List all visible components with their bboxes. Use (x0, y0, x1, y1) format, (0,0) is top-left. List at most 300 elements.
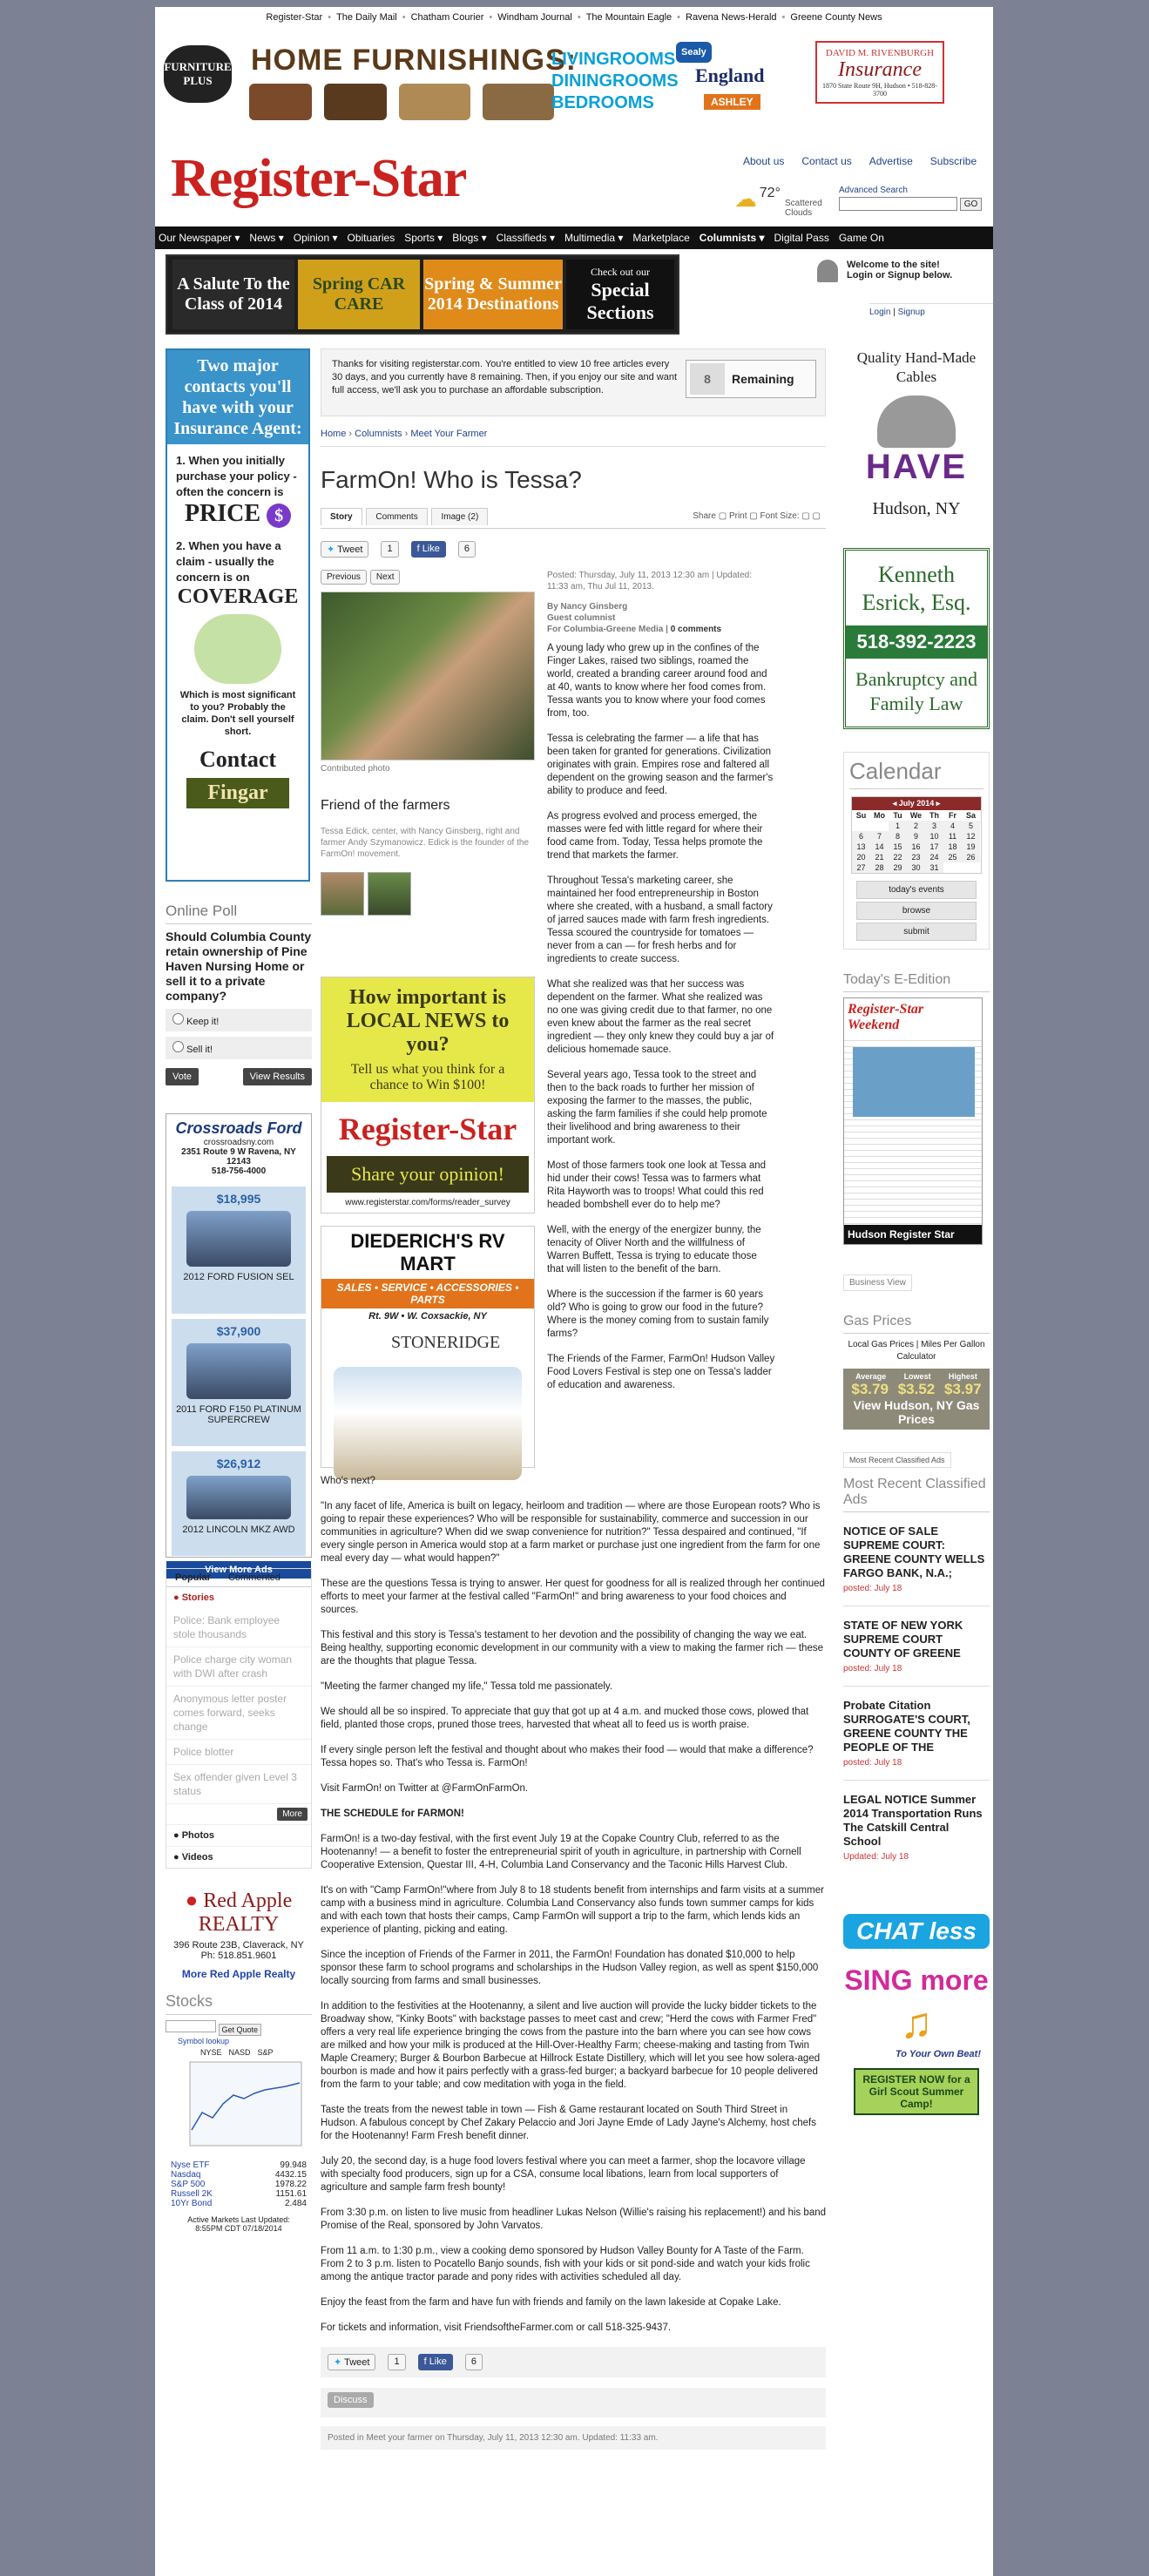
realty-name: Red Apple REALTY (198, 1890, 293, 1936)
camp-register-button: REGISTER NOW for a Girl Scout Summer Camp! (854, 2068, 979, 2115)
rv-mart-ad[interactable] (321, 1226, 535, 1468)
calendar-day[interactable]: 24 (925, 852, 943, 862)
like-button[interactable] (411, 541, 446, 558)
sealy-logo: Sealy (676, 42, 712, 63)
calendar-day[interactable]: 18 (943, 842, 962, 852)
weather-widget (734, 186, 828, 218)
main-nav-item[interactable]: Sports ▾ (404, 232, 443, 244)
article-paragraph: It's on with "Camp FarmOn!"where from July 8 to 18 students benefit from internships and farm visits at a summer camp with a business mind in agriculture. Columbia Land Conservancy also funds town summer camps for kids and with each town that hosts their camps, Camp FarmOn will support a trip to the farm, which lends kids an experience of planting, picking and eating. (321, 1885, 824, 1935)
main-nav-item[interactable]: News ▾ (249, 232, 284, 244)
stories-label: Stories (181, 1592, 214, 1603)
insurance-point-2: 2. When you have a claim - usually the concern is on (176, 539, 281, 584)
article-paragraph: Since the inception of Friends of the Farmer in 2011, the FarmOn! Foundation has donated $10,000 to help sponsor these farm to school programs and scholarships in the Hudson Valley region, as well as spent $150,000 locally sourcing from farms and small businesses. (321, 1950, 819, 1986)
photo-credit: Contributed photo (321, 764, 390, 774)
promo-destinations[interactable]: Spring & Summer 2014 Destinations (423, 260, 563, 329)
chair-image (324, 84, 387, 120)
calendar-day[interactable]: 29 (889, 862, 907, 873)
calendar-day[interactable]: 13 (852, 842, 870, 852)
england-logo: England (695, 64, 765, 86)
reader-survey-ad[interactable] (321, 977, 535, 1214)
calendar-day[interactable]: 15 (889, 842, 907, 852)
poll-option-sell[interactable] (166, 1037, 312, 1059)
article-paragraph: Enjoy the feast from the farm and have fun with friends and family on the lawn lakeside at Copake Lake. (321, 2297, 781, 2308)
login-link[interactable]: Login (869, 308, 891, 317)
browse-button[interactable]: browse (856, 902, 977, 920)
calendar-weekday: Fr (949, 811, 956, 820)
share-print-font-tools[interactable]: Share ▢ Print ▢ Font Size: ▢ ▢ (693, 511, 821, 521)
e-edition (843, 972, 990, 1245)
car-image (186, 1343, 291, 1399)
classifieds (843, 1452, 990, 1862)
classifieds-tab[interactable]: Most Recent Classified Ads (843, 1452, 951, 1468)
article-paragraph: FarmOn! is a two-day festival, with the first event July 19 at the Copake Country Club, referred to as the Hootenanny! — a benefit to foster the entrepreneurial spirit of youth in agriculture, in partnership with Cornell Cooperative Extension, Questar III, 4-H, Columbia Land Conservancy and the Taconic Hills Harvest Club. (321, 1834, 801, 1870)
calendar-day[interactable]: 21 (870, 852, 889, 862)
survey-ad-headline: How important is LOCAL NEWS to you? (346, 986, 510, 1056)
site-logo[interactable]: Register-Star (171, 149, 467, 208)
calendar-day[interactable]: 19 (962, 842, 980, 852)
price-label: PRICE (184, 500, 261, 527)
calendar-weekdays (852, 810, 981, 821)
tweet-button[interactable] (328, 2354, 375, 2370)
dealer-phone: 518-756-4000 (211, 1166, 267, 1176)
top-nav-link[interactable]: Greene County News (790, 12, 882, 23)
main-nav-item[interactable]: Marketplace (632, 232, 690, 244)
calendar-day[interactable]: 20 (852, 852, 870, 862)
insurance-sidebar-ad[interactable] (166, 348, 310, 882)
banner-ad[interactable] (155, 38, 993, 125)
calendar-day[interactable]: 16 (907, 842, 925, 852)
classified-title: Probate Citation SURROGATE'S COURT, GREENE COUNTY THE PEOPLE OF THE (843, 1699, 970, 1754)
survey-ad-subline: Tell us what you think for a chance to Win $100! (350, 1062, 505, 1092)
contact-word: Contact (199, 747, 277, 772)
calendar-day[interactable]: 11 (943, 831, 962, 842)
stock-value: 99.948 (280, 2160, 307, 2170)
stock-row[interactable] (166, 2189, 312, 2199)
stock-tab-sp[interactable]: S&P (257, 2048, 274, 2057)
stock-tab-nasd[interactable]: NASD (228, 2048, 251, 2057)
classified-item[interactable] (843, 1793, 990, 1862)
videos-link[interactable]: ● Videos (166, 1846, 311, 1868)
survey-ad-cta: Share your opinion! (327, 1156, 529, 1193)
classified-item[interactable] (843, 1699, 990, 1781)
todays-events-button[interactable]: today's events (856, 881, 977, 899)
breadcrumb-columnists[interactable]: Columnists (355, 429, 402, 439)
calendar-weekday: Sa (965, 811, 976, 820)
dealer-address: 2351 Route 9 W Ravena, NY 12143 (181, 1147, 296, 1166)
like-count: 6 (458, 541, 476, 558)
article-paragraph: Visit FarmOn! on Twitter at @FarmOnFarmOn. (321, 1783, 529, 1794)
e-edition-photo (853, 1047, 975, 1117)
like-label: Like (429, 2356, 447, 2367)
stock-row[interactable] (166, 2199, 312, 2208)
survey-ad-top (321, 977, 534, 1102)
realty-address: 396 Route 23B, Claverack, NY (173, 1940, 304, 1951)
calendar-day[interactable]: 14 (870, 842, 889, 852)
tweet-count: 1 (388, 2354, 405, 2370)
top-nav-link[interactable]: The Daily Mail (336, 12, 397, 23)
calendar-day[interactable]: 17 (925, 842, 943, 852)
calendar-day[interactable]: 1 (889, 821, 907, 831)
insurance-name: DAVID M. RIVENBURGH (825, 48, 935, 58)
calendar-weekday: Tu (893, 811, 902, 820)
chat-less-graphic: CHAT less (843, 1914, 990, 1949)
article-paragraph: What she realized was that her success was dependent on the farmer. What she realized was no one was giving credit due to that farmer, no one even knew about the farmer as the real secret ingredient — they only knew they could buy a jar of delicious homemade sauce. (547, 979, 774, 1055)
stories-heading[interactable]: ● Stories (173, 1592, 214, 1603)
remaining-count: 8 (690, 363, 725, 395)
previous-button[interactable]: Previous (321, 570, 367, 585)
article-paragraph: A young lady who grew up in the confines of the Finger Lakes, raised two siblings, roamed the world, created a branding career around food and at 40, wants to know where her food comes from. Tessa wants you to know where your food comes from, too. (547, 643, 767, 719)
gas-city-link: View Hudson, NY Gas Prices (853, 1398, 980, 1426)
dollar-icon: $ (267, 504, 291, 528)
rv-ad-address: Rt. 9W • W. Coxsackie, NY (368, 1311, 487, 1322)
tab-popular[interactable]: Popular (175, 1572, 211, 1583)
byline-role: Guest columnist (547, 613, 616, 623)
main-nav-item[interactable]: Classifieds ▾ (496, 232, 556, 244)
article-paragraph: From 11 a.m. to 1:30 p.m., view a cooking demo sponsored by Hudson Valley Bounty for A Taste of the Farm. From 2 to 3 p.m. listen to Pocatello Banjo sounds, fish with your kids or sit pond-side and watch your kids frolic among the antique tractor parade and pony rides with activities scheduled all day. (321, 2246, 810, 2282)
breadcrumb: Home › Columnists › Meet Your Farmer (321, 429, 826, 447)
promo-special-label: Special Sections (586, 278, 654, 323)
car-name: 2012 LINCOLN MKZ AWD (182, 1525, 295, 1535)
main-nav-item[interactable]: Opinion ▾ (293, 232, 338, 244)
calendar-day[interactable]: 8 (889, 831, 907, 842)
stock-name: 10Yr Bond (171, 2199, 213, 2208)
e-edition-paper-title: Register-Star Weekend (844, 998, 982, 1037)
stocks-widget (166, 1992, 312, 2233)
calendar-day[interactable]: 10 (925, 831, 943, 842)
calendar-day[interactable] (870, 821, 889, 831)
story-link[interactable]: Police charge city woman with DWI after crash (166, 1647, 311, 1687)
classified-title: LEGAL NOTICE Summer 2014 Transportation Runs The Catskill Central School (843, 1793, 983, 1848)
main-nav (155, 226, 993, 249)
tweet-button[interactable] (321, 541, 368, 558)
contact-link[interactable]: Contact us (801, 155, 852, 167)
thumbnail[interactable] (368, 872, 411, 916)
stock-value: 1978.22 (274, 2180, 307, 2189)
business-view-link[interactable]: Business View (843, 1274, 912, 1291)
article-paragraph: Most of those farmers took one look at Tessa and hid under their cows! Tessa was to farmers what Rita Hayworth was to troops! What could this red headed bombshell ever do to help me? (547, 1160, 767, 1210)
calendar-week (852, 862, 981, 873)
banner-headline: HOME FURNISHINGS: (251, 44, 577, 77)
thumbnail[interactable] (321, 872, 364, 916)
subscribe-link[interactable]: Subscribe (929, 155, 977, 167)
rv-ad-title: DIEDERICH'S RV MART (321, 1227, 534, 1279)
calendar-week (852, 831, 981, 842)
masthead (155, 138, 993, 225)
user-icon (817, 260, 838, 282)
calendar-day[interactable]: 3 (925, 821, 943, 831)
top-sites-nav (155, 7, 993, 28)
twitter-icon: ✦ (334, 2357, 342, 2368)
article-paragraph: July 20, the second day, is a huge food lovers festival where you can meet a farmer, shop the locavore village with specialty food producers, sign up for a CSA, consume local libations, learn from local supporters of agriculture and sample farm fresh bounty! (321, 2156, 806, 2193)
poll-radio-keep[interactable] (172, 1013, 184, 1024)
promo-class-2014[interactable]: A Salute To the Class of 2014 (172, 260, 294, 329)
calendar-day[interactable]: 7 (870, 831, 889, 842)
photos-label: Photos (181, 1830, 214, 1841)
apple-icon: ● (185, 1890, 199, 1912)
stock-symbol-input[interactable] (166, 2020, 216, 2032)
stock-name: S&P 500 (171, 2180, 206, 2189)
promo-car-care[interactable]: Spring CAR CARE (298, 260, 420, 329)
calendar-day[interactable]: 4 (943, 821, 962, 831)
lawyer-ad[interactable] (843, 548, 990, 729)
facebook-icon: f (416, 544, 420, 554)
calendar-day[interactable]: 2 (907, 821, 925, 831)
car-price: $18,995 (216, 1192, 261, 1206)
calendar-month[interactable]: ◂ July 2014 ▸ (852, 797, 981, 810)
article-side-text: Posted: Thursday, July 11, 2013 12:30 am | Updated: 11:33 am, Thu Jul 11, 2013. By Nancy Ginsberg Guest columnist For Columbia-Greene Media | 0 comments A young lady who grew up in the confines of the Finger Lakes, raised two siblings, roamed the world, created a branding career around food and at 40, wants to know where her food comes from. Tessa wants you to know where your food comes from, too. Tessa is celebrating the farmer — a life that has been taken for granted for generations. Civilization originates with grain. Empires rose and faltered all dependent on the growing season and the farmer's ability to produce and feed. As progress evolved and process emerged, the masses were fed with little regard for where their food came from. Today, Tessa helps promote the trend that markets the farmer. Throughout Tessa's marketing career, she maintained her food entrepreneurship in Boston where she created, with a husband, a small factory of jarred sauces made with farm fresh ingredients. Tessa scoured the countryside for tomatoes — never from a can — for fresh herbs and for ingredients to create success. What she realized was that her success was dependent on the farmer. What she realized was no one was giving credit due to that farmer, no one even knew about the farmer as the real secret ingredient — they only knew they could buy a jar of delicious homemade sauce. Several years ago, Tessa took to the street and then to the back roads to further her mission of exposing the farmer to the masses, the public, asking the farm families if she could help promote their livelihood and bring awareness to their important work. Most of those farmers took one look at Tessa and hid under their cows! Tessa was to farmers what Rita Hayworth was to troops! What could this red headed bombshell ever do to help me? Well, with the energy of the energizer bunny, the tenacity of Oliver North and the willfulness of Warren Buffett, Tessa is trying to educate those that will listen to the benefit of the barn. Where is the succession if the farmer is 60 years old? Who is going to grow our food in the future? Where is the money coming from to sustain family farms? The Friends of the Farmer, FarmOn! Hudson Valley Food Lovers Festival is step one on Tessa's ladder of education and awareness. (547, 571, 775, 1390)
main-nav-item[interactable]: Obituaries (347, 232, 395, 244)
breadcrumb-home[interactable]: Home (321, 429, 347, 439)
calendar-day[interactable]: 31 (925, 862, 943, 873)
room-livingrooms: LIVINGROOMS (551, 50, 676, 69)
stocks-updated-note: Active Markets Last Updated: 8:55PM CDT 07/18/2014 (187, 2215, 290, 2233)
calendar-day[interactable]: 22 (889, 852, 907, 862)
calendar-day[interactable] (962, 862, 980, 873)
vote-button[interactable]: Vote (166, 1068, 199, 1085)
article-photo[interactable] (321, 592, 535, 761)
tab-images[interactable]: Image (2) (431, 508, 488, 525)
room-bedrooms: BEDROOMS (551, 93, 654, 112)
poll-option-keep[interactable] (166, 1009, 312, 1031)
gas-col-highest: Highest (948, 1372, 977, 1381)
top-nav-link[interactable]: Windham Journal (497, 12, 572, 23)
discuss-button[interactable]: Discuss (328, 2392, 374, 2408)
top-nav-link[interactable]: Register-Star (266, 12, 323, 23)
top-nav-link[interactable]: Ravena News-Herald (686, 12, 777, 23)
calendar-day[interactable]: 27 (852, 862, 870, 873)
main-nav-item[interactable]: Multimedia ▾ (564, 232, 624, 244)
car-listing[interactable] (172, 1187, 306, 1314)
article-paragraph: Several years ago, Tessa took to the street and then to the back roads to further her mission of exposing the farmer to the masses, the public, asking the farm families if she could help promote their livelihood and bring awareness to their important work. (547, 1070, 767, 1146)
stock-row[interactable] (166, 2170, 312, 2180)
calendar-week (852, 821, 981, 831)
breadcrumb-meet-your-farmer[interactable]: Meet Your Farmer (410, 429, 488, 439)
next-button[interactable]: Next (370, 570, 401, 585)
social-buttons-bottom (321, 2347, 826, 2377)
calendar-day[interactable] (852, 821, 870, 831)
tweet-count: 1 (381, 541, 398, 558)
main-nav-item[interactable]: Columnists ▾ (699, 232, 765, 244)
special-sections-banner[interactable] (166, 254, 679, 335)
main-nav-item[interactable]: Game On (838, 232, 884, 244)
advertise-link[interactable]: Advertise (869, 155, 913, 167)
article-paragraph: This festival and this story is Tessa's testament to her devotion and the possibility of changing the way we eat. Being healthy, supporting economic development in our community with a view to making the farmer rich — these are the thoughts that plague Tessa. (321, 1630, 823, 1667)
calendar-day[interactable]: 23 (907, 852, 925, 862)
photo-caption: Tessa Edick, center, with Nancy Ginsberg, right and farmer Andy Szymanowicz. Edick is the founder of the FarmOn! movement. (321, 827, 529, 859)
e-edition-label: Hudson Register Star (844, 1225, 982, 1244)
room-diningrooms: DININGROOMS (551, 71, 679, 91)
car-cartoon-image (194, 614, 281, 684)
photos-link[interactable]: ● Photos (166, 1824, 311, 1846)
insurance-word: Insurance (838, 58, 922, 81)
classified-posted: Updated: July 18 (843, 1852, 909, 1862)
calendar-weekday: Th (929, 811, 939, 820)
sing-tagline: To Your Own Beat! (896, 2049, 981, 2059)
post-date: Posted: Thursday, July 11, 2013 12:30 am | Updated: 11:33 am, Thu Jul 11, 2013. (547, 571, 752, 592)
local-gas-link[interactable]: Local Gas Prices (848, 1340, 915, 1349)
calendar-day[interactable]: 26 (962, 852, 980, 862)
get-quote-button[interactable]: Get Quote (219, 2024, 262, 2036)
classified-item[interactable] (843, 1525, 990, 1606)
calendar-widget (843, 752, 990, 950)
submit-button[interactable]: submit (856, 923, 977, 941)
article-paragraph: "Meeting the farmer changed my life," Tessa told me passionately. (321, 1681, 613, 1692)
main-nav-item[interactable]: Digital Pass (774, 232, 829, 244)
calendar-grid (851, 796, 982, 874)
popular-tabs (166, 1569, 311, 1587)
classified-item[interactable] (843, 1619, 990, 1687)
nav-separator: • (677, 12, 680, 23)
calendar-day[interactable]: 25 (943, 852, 962, 862)
lawyer-practice: Bankruptcy and Family Law (855, 668, 977, 714)
article-top (321, 570, 826, 1468)
gas-title: Gas Prices (843, 1314, 990, 1334)
article-title: FarmOn! Who is Tessa? (321, 466, 582, 493)
left-column (166, 348, 312, 2233)
nav-separator: • (328, 12, 332, 23)
promo-check-out: Check out our (591, 265, 650, 278)
poll-option-label: Keep it! (186, 1017, 220, 1027)
calendar-day[interactable] (943, 862, 962, 873)
girl-scouts-ad[interactable] (843, 1914, 990, 2115)
coverage-word: COVERAGE (177, 585, 299, 608)
e-edition-title: Today's E-Edition (843, 972, 990, 992)
stock-value: 4432.15 (274, 2170, 307, 2180)
poll-radio-sell[interactable] (172, 1041, 184, 1052)
tab-commented[interactable]: Commented (227, 1572, 280, 1583)
calendar-day[interactable]: 12 (962, 831, 980, 842)
like-button[interactable] (418, 2354, 453, 2370)
byline: By Nancy Ginsberg (547, 602, 628, 612)
car-image (186, 1211, 291, 1267)
tweet-label: Tweet (344, 2357, 370, 2368)
article-paragraph: Well, with the energy of the energizer bunny, the tenacity of Oliver North and the willfulness of Warren Buffett, Tessa is trying to educate those that will listen to the benefit of the barn. (547, 1225, 761, 1274)
calendar-day[interactable]: 28 (870, 862, 889, 873)
have-cables-ad[interactable] (843, 348, 990, 518)
car-name: 2011 FORD F150 PLATINUM SUPERCREW (176, 1404, 301, 1425)
article-paragraph: The Friends of the Farmer, FarmOn! Hudson Valley Food Lovers Festival is step one on Tessa's ladder of education and awareness. (547, 1354, 775, 1390)
more-button[interactable]: More (277, 1808, 308, 1821)
calendar-days (852, 821, 981, 873)
metered-notice (321, 348, 826, 416)
search-input[interactable] (839, 197, 957, 211)
more-realty-link[interactable]: More Red Apple Realty (181, 1968, 296, 1980)
stock-name: Russell 2K (171, 2189, 213, 2199)
gas-price: $3.79 (851, 1381, 889, 1397)
article-paragraph: In addition to the festivities at the Hootenanny, a silent and live auction will provide the lucky bidder tickets to the Broadway show, "Kinky Boots" with backstage passes to meet cast and crew; "Herd the cows with Farmer Fred" offers a very real life experience bringing the cows from the pasture into the barn where you can see how cows are milked and how your milk is produced at the Hill-Over-Healthy Farm; cheese-making and tasting from Twin Maple Creamery; Burger & Bourbon Barbecue at Hillrock Estate Distillery, which will let you see how solera-aged bourbon is made and how it pairs perfectly with a grass-fed burger; a backyard barbecue for 10 people delivered from the farm to your table; and cow meditation with yoga in the field. (321, 2001, 821, 2090)
story-link[interactable]: Police blotter (166, 1740, 311, 1765)
tweet-label: Tweet (337, 544, 363, 555)
stock-value: 2.484 (284, 2199, 307, 2208)
rv-image (334, 1367, 522, 1480)
calendar-day[interactable]: 30 (907, 862, 925, 873)
red-apple-realty-ad[interactable] (166, 1890, 312, 1980)
insurance-note: Which is most significant to you? Probably the claim. Don't sell yourself short. (179, 690, 296, 737)
article-paragraph: Taste the treats from the newest table in town — Fish & Game restaurant located on South Third Street in Hudson. A fabulous concept by Chef Zakary Pelaccio and Jori Jayne Emde of Lady Jayne's Alchemy, host chefs for the Hootenanny! Farm Fresh benefit dinner. (321, 2105, 816, 2141)
sing-more-graphic: SING more (844, 1964, 989, 1996)
article-column (321, 348, 826, 2450)
stock-row[interactable] (166, 2160, 312, 2170)
view-results-button[interactable]: View Results (243, 1068, 312, 1085)
calendar-day[interactable]: 6 (852, 831, 870, 842)
guitar-icon: ♫ (900, 1998, 933, 2047)
poll-title: Online Poll (166, 903, 312, 924)
advanced-search-link[interactable]: Advanced Search (839, 186, 908, 195)
e-edition-thumbnail[interactable] (843, 997, 983, 1245)
calendar-day[interactable]: 5 (962, 821, 980, 831)
comments-link[interactable]: 0 comments (670, 625, 722, 634)
story-link[interactable]: Police: Bank employee stole thousands (166, 1608, 311, 1647)
calendar-weekday: We (909, 811, 923, 820)
classified-posted: posted: July 18 (843, 1664, 902, 1673)
calendar-day[interactable]: 9 (907, 831, 925, 842)
welcome-box: Welcome to the site! Login or Signup below. Login | Signup (817, 260, 993, 333)
calendar-week (852, 852, 981, 862)
signup-link[interactable]: Signup (897, 308, 925, 317)
car-listing[interactable] (172, 1319, 306, 1446)
lawyer-name: Kenneth Esrick, Esq. (862, 562, 971, 615)
symbol-lookup-link[interactable]: Symbol lookup (178, 2037, 230, 2045)
loveseat-image (483, 84, 554, 120)
facebook-icon: f (423, 2356, 427, 2367)
top-nav-link[interactable]: The Mountain Eagle (585, 12, 673, 23)
insurance-ad[interactable] (815, 41, 944, 104)
gas-box[interactable] (843, 1369, 990, 1430)
main-nav-item[interactable]: Our Newspaper ▾ (159, 232, 240, 244)
article-paragraph: As progress evolved and process emerged, the masses were fed with little regard for where their food came from. Today, Tessa helps promote the trend that markets the farmer. (547, 811, 763, 861)
car-listing[interactable] (172, 1451, 306, 1556)
story-link[interactable]: Sex offender given Level 3 status (166, 1765, 311, 1804)
store-name: FURNITURE PLUS (164, 60, 232, 87)
discuss-bar (321, 2388, 826, 2417)
about-link[interactable]: About us (743, 155, 785, 167)
cloud-sun-icon: ☁ (734, 186, 757, 212)
classified-title: STATE OF NEW YORK SUPREME COURT COUNTY OF GREENE (843, 1619, 963, 1660)
lawyer-phone: 518-392-2223 (846, 625, 987, 659)
stock-row[interactable] (166, 2180, 312, 2189)
car-name: 2012 FORD FUSION SEL (183, 1272, 294, 1282)
story-link[interactable]: Anonymous letter poster comes forward, seeks change (166, 1687, 311, 1740)
remaining-label: Remaining (732, 371, 794, 386)
gas-col-lowest: Lowest (903, 1372, 931, 1381)
promo-special-sections[interactable] (566, 260, 674, 329)
elephant-image (877, 396, 956, 448)
stock-tab-nyse[interactable]: NYSE (200, 2048, 222, 2057)
calendar-week (852, 842, 981, 852)
top-nav-link[interactable]: Chatham Courier (410, 12, 484, 23)
search-area (839, 186, 982, 211)
stocks-title: Stocks (166, 1992, 312, 2015)
tab-story[interactable]: Story (321, 508, 362, 525)
main-nav-item[interactable]: Blogs ▾ (452, 232, 487, 244)
banner-rooms (551, 49, 679, 114)
view-more-ads-button[interactable]: View More Ads (166, 1561, 311, 1579)
classifieds-heading: Most Recent Classified Ads (843, 1477, 990, 1512)
mpg-calc-link[interactable]: Miles Per Gallon Calculator (896, 1340, 985, 1362)
poll-option-label: Sell it! (186, 1045, 213, 1055)
furniture-plus-logo (164, 45, 232, 103)
classified-title: NOTICE OF SALE SUPREME COURT: GREENE COUNTY WELLS FARGO BANK, N.A.; (843, 1525, 985, 1579)
caption-headline: Friend of the farmers (321, 798, 450, 813)
gas-col-average: Average (855, 1372, 887, 1381)
crossroads-ford-ad[interactable] (166, 1113, 312, 1575)
gas-price: $3.52 (897, 1381, 936, 1397)
furniture-images (249, 84, 554, 120)
tab-comments[interactable]: Comments (366, 508, 427, 525)
article-paragraph: We should all be so inspired. To appreciate that guy that got up at 4 a.m. and mucked those cows, plowed that field, planted those crops, pruned those trees, harvested that wheat all to feed us is worth praise. (321, 1707, 809, 1730)
article-paragraph: Who's next? (321, 1476, 375, 1486)
search-go-button[interactable]: GO (960, 198, 983, 211)
